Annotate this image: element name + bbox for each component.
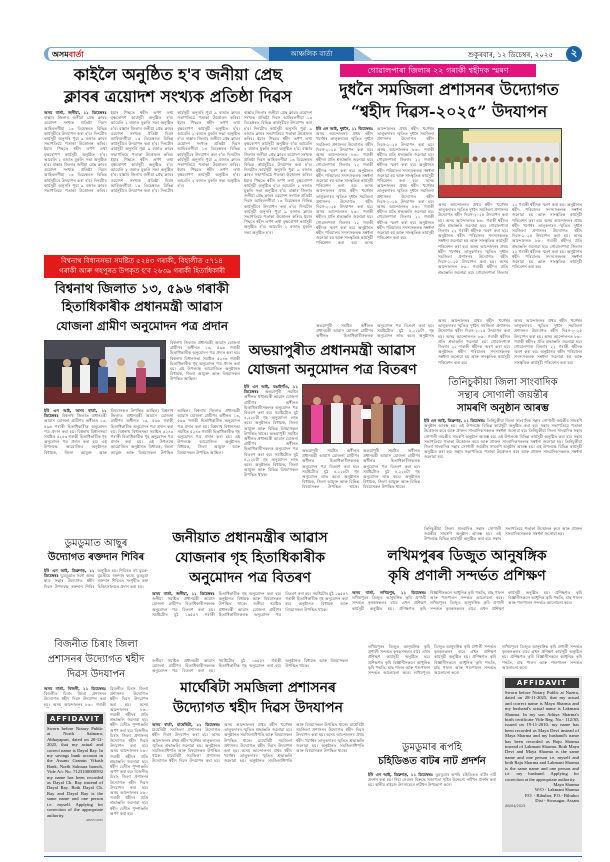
article-body-press-club	[44, 110, 240, 252]
dateline-dudhnoi: ইউ এন আই, দুধনৈ, ১১ ডিচেম্বৰঃ	[316, 126, 373, 131]
article-body-margherita	[152, 722, 364, 852]
body-right-col: অসম আন্দোলনৰ প্ৰথম শ্বহীদ খৰ্গেশ্বৰ তালুকদাৰৰ স্মৃতিত দুধনৈ সমজিলা প্ৰশাসনৰ উদ্যোগত শ্বহীদ দিৱস-২০২৫ উদযাপন কৰা হয়। অসম আন্দোলনত ৮৬০ গৰাকী শ্বহীদৰ প্ৰতি শ্ৰদ্ধাঞ্জলি জনোৱা হয়। গোৱালপাৰা জিলাৰ ২২ গৰাকী শ্বহীদক স্মৰণ কৰা হয়। অনুষ্ঠানত শ্বহীদ পৰিয়ালৰ সদস্যসকলক সম্বৰ্ধনা জনোৱা হয় আৰু সাংস্কৃতিক কাৰ্যসূচী পৰিবেশন কৰা হয়।	[514, 318, 582, 365]
affidavit-title: AFFIDAVIT	[505, 678, 579, 688]
body-press-club: বাক্সাৰ জিলাৰ জনীয়া প্ৰেছ ক্লাবৰ ত্ৰয়োদশ সংখ্যক প্ৰতিষ্ঠা দিৱস আহিবলগীয়া ১৩ ডিচেম্বৰত বিভিন্ন কাৰ্যসূচীৰে উদযাপন কৰা হ'ব। দিনটোৰ কাৰ্যসূচী অনুসৰি পুৱা ৯ বজাত ক্লাবৰ সভাপতিয়ে পতাকা উত্তোলন কৰিব। ইয়াৰ পিছতে শ্বহীদ তৰ্পণ তথা বৃক্ষৰোপণ কাৰ্যসূচী অনুষ্ঠিত হ'ব। আবেলি ২ বজাত মুকলি সভা অনুষ্ঠিত হ'ব।	[44, 115, 107, 168]
body-bijni-2: বিজনীত চিৰাং জিলা প্ৰশাসনৰ উদ্যোগত শ্বহীদ দিৱস উদযাপন কৰা হয়। অসম আন্দোলনৰ ৮৬০ গৰাকী শ্বহীদৰ প্ৰতি শ্ৰদ্ধাঞ্জলি জনোৱা হয়। শ্বহীদ বেদীত পুষ্পাঞ্জলি অৰ্পণ কৰা হয়।	[110, 686, 148, 733]
headline-dudhnoi-2: “শ্বহীদ দিৱস-২০২৫” উদযাপন	[350, 102, 548, 121]
article-body-lakhimpur-3	[502, 644, 582, 672]
article-body-dudhnoi-left	[316, 126, 434, 320]
body-janiya-2: জনীয়া সমষ্টিত প্ৰধানমন্ত্ৰী আৱাস যোজনা গ্ৰামীণৰ হিতাধিকাৰীসকলক অনুমোদন পত্ৰ বিতৰণ কৰা হয়। সমষ্টিটোৰ মুঠ ১৬৫৫৭ গৰাকী হিতাধিকাৰীক গৃহ অনুমোদন কৰা হয়। অনুষ্ঠানত বিধায়ক আৰু বিষয়াসকল উপস্থিত থাকে।	[218, 591, 348, 617]
headline-janiya-1: জনীয়াত প্ৰধানমন্ত্ৰীৰ আৱাস	[172, 530, 328, 546]
headline-margherita-1: মাৰ্ঘেৰিটা সমজিলা প্ৰশাসনৰ	[180, 680, 336, 696]
body-bijni-3: বিজনীত চিৰাং জিলা প্ৰশাসনৰ উদ্যোগত শ্বহীদ দিৱস উদযাপন কৰা হয়। অসম আন্দোলনৰ ৮৬০ গৰাকী শ্বহীদৰ প্ৰতি শ্ৰদ্ধাঞ্জলি জনোৱা হয়। শ্বহীদ বেদীত পুষ্পাঞ্জলি অৰ্পণ কৰা হয়।	[110, 727, 148, 775]
body-lakhimpur-4: লখিমপুৰৰ ডিজুত আনুষঙ্গিক কৃষি প্ৰণালী সন্দৰ্ভত কৃষকসকলৰ বাবে এখন প্ৰশিক্ষণ কাৰ্যসূচী অনুষ্ঠিত হয়। প্ৰশিক্ষণত কৃষি বিজ্ঞানীসকলে আধুনিক কৃষি পদ্ধতি, মাছ পালন আৰু পশুপালন সন্দৰ্ভত আলোচনা কৰে।	[413, 644, 496, 676]
dateline-doomdooma-drama: ইউ এন আই, ডিব্ৰুগড়, ১১ ডিচেম্বৰঃ	[368, 772, 436, 777]
affidavit-ad-1	[44, 712, 106, 852]
dateline-bijni: অসম বাৰ্তা, বিজনী, ১১ ডিচেম্বৰঃ	[44, 686, 106, 691]
body-press-club-filler3: বাক্সাৰ জিলাৰ জনীয়া প্ৰেছ ক্লাবৰ ত্ৰয়োদশ সংখ্যক প্ৰতিষ্ঠা দিৱস আহিবলগীয়া ১৩ ডিচেম্বৰত বিভিন্ন কাৰ্যসূচীৰে উদযাপন কৰা হ'ব। দিনটোৰ কাৰ্যসূচী অনুসৰি পুৱা ৯ বজাত ক্লাবৰ সভাপতিয়ে পতাকা উত্তোলন কৰিব। ইয়াৰ পিছতে শ্বহীদ তৰ্পণ তথা বৃক্ষৰোপণ কাৰ্যসূচী অনুষ্ঠিত হ'ব। আবেলি ২ বজাত মুকলি সভা অনুষ্ঠিত হ'ব।	[110, 110, 240, 194]
article-body-janiya	[152, 591, 348, 655]
banner-bishwanath	[44, 255, 240, 278]
affidavit-code: AB/05/2025	[85, 817, 103, 822]
body-dudhnoi-2: অসম আন্দোলনৰ প্ৰথম শ্বহীদ খৰ্গেশ্বৰ তালুকদাৰৰ স্মৃতিত দুধনৈ সমজিলা প্ৰশাসনৰ উদ্যোগত শ্বহীদ দিৱস-২০২৫ উদযাপন কৰা হয়। অসম আন্দোলনত ৮৬০ গৰাকী শ্বহীদৰ প্ৰতি শ্ৰদ্ধাঞ্জলি জনোৱা হয়। গোৱালপাৰা জিলাৰ ২২ গৰাকী শ্বহীদক স্মৰণ কৰা হয়। অনুষ্ঠানত শ্বহীদ পৰিয়ালৰ সদস্যসকলক সম্বৰ্ধনা জনোৱা হয় আৰু সাংস্কৃতিক কাৰ্যসূচী পৰিবেশন কৰা হয়।	[316, 183, 374, 246]
logo-part2: বাৰ্তা	[68, 49, 84, 59]
headline-press-club-2: ক্লাবৰ ত্ৰয়োদশ সংখ্যক প্ৰতিষ্ঠা দিৱস	[64, 87, 292, 106]
body-dudhnoi-4: অসম আন্দোলনৰ প্ৰথম শ্বহীদ খৰ্গেশ্বৰ তালুকদাৰৰ স্মৃতিত দুধনৈ সমজিলা প্ৰশাসনৰ উদ্যোগত শ্বহীদ দিৱস-২০২৫ উদযাপন কৰা হয়। অসম আন্দোলনত ৮৬০ গৰাকী শ্বহীদৰ প্ৰতি শ্ৰদ্ধাঞ্জলি জনোৱা হয়। গোৱালপাৰা জিলাৰ ২২ গৰাকী শ্বহীদক স্মৰণ কৰা হয়। অনুষ্ঠানত শ্বহীদ পৰিয়ালৰ সদস্যসকলক সম্বৰ্ধনা জনোৱা হয় আৰু সাংস্কৃতিক কাৰ্যসূচী পৰিবেশন কৰা হয়।	[377, 178, 434, 241]
affidavit-signature-4: Dist - Sivasagar, Assam	[535, 798, 579, 804]
dateline-doomdooma-blood: ইউ এন আই, ডিব্ৰুগড়, ১১ ডিচেম্বৰঃ	[44, 568, 95, 579]
body-bishwanath: বিশ্বনাথ জিলাত প্ৰধানমন্ত্ৰী আৱাস যোজনা গ্ৰামীণৰ অধীনত ১৩, ৫৯৬ গৰাকী হিতাধিকাৰীক অনুমোদন পত্ৰ প্ৰদান কৰা হয়। বিশ্বনাথ বিধানসভা সমষ্টিত ৫২৪৩ গৰাকী হিতাধিকাৰীক গৃহ অনুমোদন পত্ৰ প্ৰদান কৰা হয়। এই উপলক্ষে আয়োজিত অনুষ্ঠানত বিধায়ক, জিলা আয়ুক্ত আৰু বিষয়াসকল উপস্থিত আছিল।	[44, 408, 162, 455]
dateline-abhayapuri: ইউ এন আই, বঙাইগাঁও, ১১ ডিচেম্বৰঃ	[244, 384, 298, 395]
body-janiya-3: জনীয়া সমষ্টিত প্ৰধানমন্ত্ৰী আৱাস যোজনা গ্ৰামীণৰ হিতাধিকাৰীসকলক অনুমোদন পত্ৰ বিতৰণ কৰা হয়। সমষ্টিটোৰ মুঠ ১৬৫৫৭ গৰাকী হিতাধিকাৰীক গৃহ অনুমোদন কৰা হয়। অনুষ্ঠানত বিধায়ক আৰু বিষয়াসকল উপস্থিত থাকে।	[152, 658, 348, 674]
header-divider-right	[354, 47, 374, 61]
affidavit-title: AFFIDAVIT	[47, 714, 103, 724]
page-number-badge: ২	[566, 46, 582, 62]
logo-part1: অসম	[52, 49, 69, 59]
headline-tinsukia-3: সামৰণি অনুষ্ঠান আৰম্ভ	[457, 403, 549, 414]
headline-lakhimpur-2: কৃষি প্ৰণালী সন্দৰ্ভত প্ৰশিক্ষণ	[388, 568, 546, 584]
body-bijni-4: বিজনীত চিৰাং জিলা প্ৰশাসনৰ উদ্যোগত শ্বহীদ দিৱস উদযাপন কৰা হয়। অসম আন্দোলনৰ ৮৬০ গৰাকী শ্বহীদৰ প্ৰতি শ্ৰদ্ধাঞ্জলি জনোৱা হয়। শ্বহীদ বেদীত পুষ্পাঞ্জলি অৰ্পণ কৰা হয়।	[110, 769, 148, 816]
body-dudhnoi-3: অসম আন্দোলনৰ প্ৰথম শ্বহীদ খৰ্গেশ্বৰ তালুকদাৰৰ স্মৃতিত দুধনৈ সমজিলা প্ৰশাসনৰ উদ্যোগত শ্বহীদ দিৱস-২০২৫ উদযাপন কৰা হয়। অসম আন্দোলনত ৮৬০ গৰাকী শ্বহীদৰ প্ৰতি শ্ৰদ্ধাঞ্জলি জনোৱা হয়। গোৱালপাৰা জিলাৰ ২২ গৰাকী শ্বহীদক স্মৰণ কৰা হয়। অনুষ্ঠানত শ্বহীদ পৰিয়ালৰ সদস্যসকলক সম্বৰ্ধনা জনোৱা হয় আৰু সাংস্কৃতিক কাৰ্যসূচী পৰিবেশন কৰা হয়।	[364, 126, 434, 246]
body-tinsukia: তিনিচুকীয়া জিলা সাংবাদিক সন্থাৰ সোণালী জয়ন্তীৰ সামৰণি অনুষ্ঠান আৰম্ভ হয়। এই উপলক্ষে বিভিন্ন কাৰ্যসূচী অনুষ্ঠিত কৰা হয়। সন্থাৰ সভাপতিয়ে পতাকা উত্তোলন কৰে আৰু প্ৰাক্তন সাংবাদিকসকলক সম্বৰ্ধনা জনোৱা হয়।	[424, 418, 582, 434]
body-continuation: বাক্সাৰ জিলাৰ জনীয়া প্ৰেছ ক্লাবৰ ত্ৰয়োদশ সংখ্যক প্ৰতিষ্ঠা দিৱস আহিবলগীয়া ১৩ ডিচেম্বৰত বিভিন্ন কাৰ্যসূচীৰে উদযাপন কৰা হ'ব। দিনটোৰ কাৰ্যসূচী অনুসৰি পুৱা ৯ বজাত ক্লাবৰ সভাপতিয়ে পতাকা উত্তোলন কৰিব। ইয়াৰ পিছতে শ্বহীদ তৰ্পণ তথা বৃক্ষৰোপণ কাৰ্যসূচী অনুষ্ঠিত হ'ব। আবেলি ২ বজাত মুকলি সভা অনুষ্ঠিত হ'ব।	[244, 110, 312, 152]
article-body-continuation	[244, 110, 312, 320]
article-body-abhayapuri	[244, 384, 298, 524]
body-bishwanath-a: বিশ্বনাথ জিলাত প্ৰধানমন্ত্ৰী আৱাস যোজনা গ্ৰামীণৰ অধীনত ১৩, ৫৯৬ গৰাকী হিতাধিকাৰীক অনুমোদন পত্ৰ প্ৰদান কৰা হয়। বিশ্বনাথ বিধানসভা সমষ্টিত ৫২৪৩ গৰাকী হিতাধিকাৰীক গৃহ অনুমোদন পত্ৰ প্ৰদান কৰা হয়। এই উপলক্ষে আয়োজিত অনুষ্ঠানত বিধায়ক, জিলা আয়ুক্ত আৰু বিষয়াসকল উপস্থিত আছিল।	[170, 340, 240, 382]
article-body-lakhimpur	[352, 590, 582, 640]
dateline-margherita: অসম বাৰ্তা, মাৰ্ঘেৰিটা, ১১ ডিচেম্বৰঃ	[152, 722, 220, 727]
photo-abhayapuri-ceremony	[302, 384, 420, 444]
masthead-logo	[52, 49, 84, 62]
article-body-bishwanath	[44, 408, 240, 524]
headline-doomdooma-drama-1: ডুমডুমাৰ ৰূপহি	[402, 742, 462, 753]
page-header	[44, 47, 582, 61]
banner-bishwanath-line2: গৰাকী আৰু গহপুৰত উপকৃত হ'ব ২৬৩৯ গৰাকী হিতাধিকাৰী	[59, 267, 225, 275]
headline-janiya-2: যোজনাৰ গৃহ হিতাধিকাৰীক	[174, 550, 326, 566]
affidavit-body: Sworn before Notary Public at Nazira, dated on 28-11-2025, that my actual and correct name is Maya Sharma and my husband's actual name is Lakmani Sharma. In my son Aditya Sharma's birth certificate Vide Reg. No.- 112/30, issued on 19-11-2010, my name has been recorded as Maya Devi instead of Maya Sharma and my husband's name has been recorded as Raju Sharma instead of Lakmani Sharma. Both Maya Devi and Maya Sharma is the same name and one person i.e. myself and both Raju Sharma and Lakmani Sharma is the same name and one person and i.e. my husband. Applying for correction at the appropriate authority.	[505, 690, 579, 782]
issue-date: শুকুৰবাৰ, ১২ ডিচেম্বৰ, ২০২৫	[468, 51, 553, 59]
headline-bijni-2: প্ৰশাসনৰ উদ্যোগত শ্বহীদ	[47, 654, 145, 665]
article-body-abhayapuri-top	[316, 323, 434, 339]
headline-doomdooma-blood-1: ডুমডুমাত আছুৰ	[64, 538, 128, 549]
body-lakhimpur-2: লখিমপুৰৰ ডিজুত আনুষঙ্গিক কৃষি প্ৰণালী সন্দৰ্ভত কৃষকসকলৰ বাবে এখন প্ৰশিক্ষণ কাৰ্যসূচী অনুষ্ঠিত হয়। প্ৰশিক্ষণত কৃষি বিজ্ঞানীসকলে আধুনিক কৃষি পদ্ধতি, মাছ পালন আৰু পশুপালন সন্দৰ্ভত আলোচনা কৰে।	[430, 590, 582, 611]
body-dudhnoi-r1: অসম আন্দোলনৰ প্ৰথম শ্বহীদ খৰ্গেশ্বৰ তালুকদাৰৰ স্মৃতিত দুধনৈ সমজিলা প্ৰশাসনৰ উদ্যোগত শ্বহীদ দিৱস-২০২৫ উদযাপন কৰা হয়। অসম আন্দোলনত ৮৬০ গৰাকী শ্বহীদৰ প্ৰতি শ্ৰদ্ধাঞ্জলি জনোৱা হয়। গোৱালপাৰা জিলাৰ ২২ গৰাকী শ্বহীদক স্মৰণ কৰা হয়। অনুষ্ঠানত শ্বহীদ পৰিয়ালৰ সদস্যসকলক সম্বৰ্ধনা জনোৱা হয় আৰু সাংস্কৃতিক কাৰ্যসূচী পৰিবেশন কৰা হয়।	[438, 202, 508, 249]
headline-tinsukia-2: সন্থাৰ সোণালী জয়ন্তীৰ	[457, 390, 549, 401]
body-tinsukia-cont: তিনিচুকীয়া জিলা সাংবাদিক সন্থাৰ সোণালী জয়ন্তীৰ সামৰণি অনুষ্ঠান আৰম্ভ হয়। এই উপলক্ষে বিভিন্ন কাৰ্যসূচী অনুষ্ঠিত কৰা হয়। সন্থাৰ সভাপতিয়ে পতাকা উত্তোলন কৰে আৰু প্ৰাক্তন সাংবাদিকসকলক সম্বৰ্ধনা জনোৱা হয়।	[424, 526, 582, 542]
affidavit-signature-1: Maya Sharma	[553, 781, 579, 787]
body-press-club-filler2: বাক্সাৰ জিলাৰ জনীয়া প্ৰেছ ক্লাবৰ ত্ৰয়োদশ সংখ্যক প্ৰতিষ্ঠা দিৱস আহিবলগীয়া ১৩ ডিচেম্বৰত বিভিন্ন কাৰ্যসূচীৰে উদযাপন কৰা হ'ব। দিনটোৰ কাৰ্যসূচী অনুসৰি পুৱা ৯ বজাত ক্লাবৰ সভাপতিয়ে পতাকা উত্তোলন কৰিব। ইয়াৰ পিছতে শ্বহীদ তৰ্পণ তথা বৃক্ষৰোপণ কাৰ্যসূচী অনুষ্ঠিত হ'ব। আবেলি ২ বজাত মুকলি সভা অনুষ্ঠিত হ'ব।	[110, 125, 174, 178]
headline-bishwanath-3: যোজনা গ্ৰামীণ অনুমোদন পত্ৰ প্ৰদান	[55, 319, 229, 333]
body-abhayapuri-top: অভয়াপুৰী সমষ্টিৰ অধীনত প্ৰধানমন্ত্ৰী আৱাস যোজনা গ্ৰামীণৰ অধীনত হিতাধিকাৰীসকলক অনুমোদন পত্ৰ বিতৰণ কৰা হয়। সমষ্টিটোত মুঠ ৪,২২৮টা গৃহ অনুমোদন লাভ কৰে। অনুষ্ঠানত	[316, 323, 434, 339]
body-bijni: বিজনীত চিৰাং জিলা প্ৰশাসনৰ উদ্যোগত শ্বহীদ দিৱস উদযাপন কৰা হয়। অসম আন্দোলনৰ ৮৬০ গৰাকী	[44, 691, 106, 707]
header-left-band	[44, 47, 269, 61]
body-margherita: মাৰ্ঘেৰিটা সমজিলা প্ৰশাসনৰ উদ্যোগত শ্বহীদ দিৱস উদযাপন কৰা হয়। অসম আন্দোলনৰ প্ৰথম শ্বহীদ খৰ্গেশ্বৰ তালুকদাৰৰ স্মৃতিত শ্ৰদ্ধাঞ্জলি জনোৱা হয়। অনুষ্ঠানত সমজিলাধিপতি আৰু বিষয়াসকল উপস্থিত থাকে।	[152, 727, 220, 759]
dateline-lakhimpur: অসম বাৰ্তা, লখিমপুৰ, ১১ ডিচেম্বৰঃ	[352, 590, 426, 595]
body-continuation-2: বাক্সাৰ জিলাৰ জনীয়া প্ৰেছ ক্লাবৰ ত্ৰয়োদশ সংখ্যক প্ৰতিষ্ঠা দিৱস আহিবলগীয়া ১৩ ডিচেম্বৰত বিভিন্ন কাৰ্যসূচীৰে উদযাপন কৰা হ'ব। দিনটোৰ কাৰ্যসূচী অনুসৰি পুৱা ৯ বজাত ক্লাবৰ সভাপতিয়ে পতাকা উত্তোলন কৰিব। ইয়াৰ পিছতে শ্বহীদ তৰ্পণ তথা বৃক্ষৰোপণ কাৰ্যসূচী অনুষ্ঠিত হ'ব। আবেলি ২ বজাত মুকলি সভা অনুষ্ঠিত হ'ব।	[244, 146, 312, 194]
headline-doomdooma-drama-2: চহিডিঙত বাটৰ নাট প্ৰদৰ্শন	[378, 756, 486, 767]
body-lakhimpur: লখিমপুৰৰ ডিজুত আনুষঙ্গিক কৃষি প্ৰণালী সন্দৰ্ভত কৃষকসকলৰ বাবে এখন প্ৰশিক্ষণ কাৰ্যসূচী অনুষ্ঠিত হয়। প্ৰশিক্ষণত কৃষি বিজ্ঞানীসকলে আধুনিক কৃষি পদ্ধতি, মাছ পালন আৰু পশুপালন সন্দৰ্ভত আলোচনা কৰে।	[352, 590, 504, 611]
body-tinsukia-2: তিনিচুকীয়া জিলা সাংবাদিক সন্থাৰ সোণালী জয়ন্তীৰ সামৰণি অনুষ্ঠান আৰম্ভ হয়। এই উপলক্ষে বিভিন্ন কাৰ্যসূচী অনুষ্ঠিত কৰা হয়। সন্থাৰ সভাপতিয়ে পতাকা উত্তোলন কৰে আৰু প্ৰাক্তন সাংবাদিকসকলক সম্বৰ্ধনা জনোৱা হয়।	[424, 428, 582, 444]
photo-illustration	[303, 385, 420, 444]
body-abhayapuri: অভয়াপুৰী সমষ্টিৰ অধীনত প্ৰধানমন্ত্ৰী আৱাস যোজনা গ্ৰামীণৰ অধীনত হিতাধিকাৰীসকলক অনুমোদন পত্ৰ বিতৰণ কৰা হয়। সমষ্টিটোত মুঠ ৪,২২৮টা গৃহ অনুমোদন লাভ কৰে। অনুষ্ঠানত বিধায়ক, জিলা আয়ুক্ত আৰু বিভিন্ন বিষয়াসকল উপস্থিত থাকে।	[244, 389, 298, 436]
body-dudhnoi-bottom: অসম আন্দোলনৰ প্ৰথম শ্বহীদ খৰ্গেশ্বৰ তালুকদাৰৰ স্মৃতিত দুধনৈ সমজিলা প্ৰশাসনৰ উদ্যোগত শ্বহীদ দিৱস-২০২৫ উদযাপন কৰা হয়। অসম আন্দোলনত ৮৬০ গৰাকী শ্বহীদৰ প্ৰতি শ্ৰদ্ধাঞ্জলি জনোৱা হয়। গোৱালপাৰা জিলাৰ ২২ গৰাকী শ্বহীদক স্মৰণ কৰা হয়। অনুষ্ঠানত শ্বহীদ পৰিয়ালৰ সদস্যসকলক সম্বৰ্ধনা জনোৱা হয় আৰু সাংস্কৃতিক কাৰ্যসূচী পৰিবেশন কৰা হয়।	[438, 318, 510, 365]
photo-illustration	[45, 341, 166, 404]
photo-dudhnoi-shahid-diwas	[438, 128, 562, 198]
headline-bijni-1: বিজনীত চিৰাং জিলা	[54, 639, 138, 650]
headline-doomdooma-blood-2: উদ্যোগত ৰক্তদান শিবিৰ	[47, 552, 145, 563]
headline-abhayapuri-2: যোজনা অনুমোদন পত্ৰ বিতৰণ	[247, 362, 417, 378]
article-body-doomdooma-drama	[368, 772, 496, 824]
kicker-goalpara: গোৱালপাৰা জিলাৰ ২২ গৰাকী শ্বহীদক স্মৰণ	[340, 64, 536, 77]
headline-press-club-1: কাইলৈ অনুষ্ঠিত হ'ব জনীয়া প্ৰেছ	[73, 65, 283, 84]
affidavit-ad-2	[502, 676, 582, 852]
photo-illustration	[439, 129, 562, 198]
headline-bishwanath-1: বিশ্বনাথ জিলাত ১৩, ৫৯৬ গৰাকী	[54, 282, 230, 297]
body-abhayapuri-3: অভয়াপুৰী সমষ্টিৰ অধীনত প্ৰধানমন্ত্ৰী আৱাস যোজনা গ্ৰামীণৰ অধীনত হিতাধিকাৰীসকলক অনুমোদন পত্ৰ বিতৰণ কৰা হয়। সমষ্টিটোত মুঠ ৪,২২৮টা গৃহ অনুমোদন লাভ কৰে। অনুষ্ঠানত বিধায়ক, জিলা আয়ুক্ত আৰু বিভিন্ন বিষয়াসকল উপস্থিত থাকে।	[302, 448, 359, 490]
article-body-janiya-bottom	[152, 658, 348, 674]
body-press-club-filler4: বাক্সাৰ জিলাৰ জনীয়া প্ৰেছ ক্লাবৰ ত্ৰয়োদশ সংখ্যক প্ৰতিষ্ঠা দিৱস আহিবলগীয়া ১৩ ডিচেম্বৰত বিভিন্ন কাৰ্যসূচীৰে উদযাপন কৰা হ'ব। দিনটোৰ কাৰ্যসূচী অনুসৰি পুৱা ৯ বজাত ক্লাবৰ সভাপতিয়ে পতাকা উত্তোলন কৰিব। ইয়াৰ পিছতে শ্বহীদ তৰ্পণ তথা বৃক্ষৰোপণ কাৰ্যসূচী অনুষ্ঠিত হ'ব। আবেলি ২ বজাত মুকলি সভা অনুষ্ঠিত হ'ব।	[177, 136, 240, 188]
body-doomdooma-blood: ডুমডুমাত সদৌ অসম ছাত্ৰ সন্থাৰ উদ্যোগত শ্বহীদ দিৱস উপলক্ষে ৰক্তদান শিবিৰ অনুষ্ঠিত হয়। শিবিৰত বহু যুৱক-যুৱতীয়ে ৰক্তদান কৰে। ডুমডুমা ৰক্তদান শিবিৰত সংগৃহীত ৰক্ত চিকিৎসালয়ত প্ৰদান কৰা হয়।	[44, 568, 148, 589]
article-body-doomdooma-blood	[44, 568, 148, 630]
dateline-janiya: অসম বাৰ্তা, জনীয়া, ১১ ডিচেম্বৰঃ	[152, 591, 215, 596]
body-continuation-3: বাক্সাৰ জিলাৰ জনীয়া প্ৰেছ ক্লাবৰ ত্ৰয়োদশ সংখ্যক প্ৰতিষ্ঠা দিৱস আহিবলগীয়া ১৩ ডিচেম্বৰত বিভিন্ন কাৰ্যসূচীৰে উদযাপন কৰা হ'ব। দিনটোৰ কাৰ্যসূচী অনুসৰি পুৱা ৯ বজাত ক্লাবৰ সভাপতিয়ে পতাকা উত্তোলন কৰিব। ইয়াৰ পিছতে শ্বহীদ তৰ্পণ তথা বৃক্ষৰোপণ কাৰ্যসূচী অনুষ্ঠিত হ'ব। আবেলি ২ বজাত মুকলি সভা অনুষ্ঠিত হ'ব।	[244, 188, 312, 235]
headline-janiya-3: অনুমোদন পত্ৰ বিতৰণ	[189, 570, 311, 586]
headline-tinsukia-1: তিনিচুকীয়া জিলা সাংবাদিক	[448, 377, 558, 388]
affidavit-code: AB/04/2025	[505, 803, 526, 808]
body-abhayapuri-2: অভয়াপুৰী সমষ্টিৰ অধীনত প্ৰধানমন্ত্ৰী আৱাস যোজনা গ্ৰামীণৰ অধীনত হিতাধিকাৰীসকলক অনুমোদন পত্ৰ বিতৰণ কৰা হয়। সমষ্টিটোত মুঠ ৪,২২৮টা গৃহ অনুমোদন লাভ কৰে। অনুষ্ঠানত বিধায়ক, জিলা আয়ুক্ত আৰু বিভিন্ন বিষয়াসকল উপস্থিত থাকে।	[244, 430, 298, 478]
article-body-bishwanath-right	[170, 340, 240, 404]
body-dudhnoi-r3: অসম আন্দোলনৰ প্ৰথম শ্বহীদ খৰ্গেশ্বৰ তালুকদাৰৰ স্মৃতিত দুধনৈ সমজিলা প্ৰশাসনৰ উদ্যোগত শ্বহীদ দিৱস-২০২৫ উদযাপন কৰা হয়। অসম আন্দোলনত ৮৬০ গৰাকী শ্বহীদৰ প্ৰতি শ্ৰদ্ধাঞ্জলি জনোৱা হয়। গোৱালপাৰা জিলাৰ ২২ গৰাকী শ্বহীদক স্মৰণ কৰা হয়। অনুষ্ঠানত শ্বহীদ পৰিয়ালৰ সদস্যসকলক সম্বৰ্ধনা জনোৱা হয় আৰু সাংস্কৃতিক কাৰ্যসূচী পৰিবেশন কৰা হয়।	[512, 217, 582, 270]
headline-lakhimpur-1: লখিমপুৰৰ ডিজুত আনুষঙ্গিক	[387, 548, 547, 564]
body-lakhimpur-3: লখিমপুৰৰ ডিজুত আনুষঙ্গিক কৃষি প্ৰণালী সন্দৰ্ভত কৃষকসকলৰ বাবে এখন প্ৰশিক্ষণ কাৰ্যসূচী অনুষ্ঠিত হয়। প্ৰশিক্ষণত কৃষি বিজ্ঞানীসকলে আধুনিক কৃষি পদ্ধতি, মাছ পালন আৰু পশুপালন সন্দৰ্ভত আলোচনা কৰে।	[368, 644, 430, 676]
body-margherita-2: মাৰ্ঘেৰিটা সমজিলা প্ৰশাসনৰ উদ্যোগত শ্বহীদ দিৱস উদযাপন কৰা হয়। অসম আন্দোলনৰ প্ৰথম শ্বহীদ খৰ্গেশ্বৰ তালুকদাৰৰ স্মৃতিত শ্ৰদ্ধাঞ্জলি জনোৱা হয়। অনুষ্ঠানত সমজিলাধিপতি আৰু বিষয়াসকল উপস্থিত থাকে।	[152, 722, 292, 764]
affidavit-signature-2: W/O - Lakmani Sharma	[534, 787, 579, 793]
body-abhayapuri-4: অভয়াপুৰী সমষ্টিৰ অধীনত প্ৰধানমন্ত্ৰী আৱাস যোজনা গ্ৰামীণৰ অধীনত হিতাধিকাৰীসকলক অনুমোদন পত্ৰ বিতৰণ কৰা হয়। সমষ্টিটোত মুঠ ৪,২২৮টা গৃহ অনুমোদন লাভ কৰে। অনুষ্ঠানত বিধায়ক, জিলা আয়ুক্ত আৰু বিভিন্ন বিষয়াসকল উপস্থিত থাকে।	[363, 448, 420, 490]
article-body-dudhnoi-right	[438, 202, 582, 314]
dateline-press-club: অসম বাৰ্তা, জনীয়া, ১১ ডিচেম্বৰঃ	[44, 110, 107, 115]
body-margherita-3: মাৰ্ঘেৰিটা সমজিলা প্ৰশাসনৰ উদ্যোগত শ্বহীদ দিৱস উদযাপন কৰা হয়। অসম আন্দোলনৰ প্ৰথম শ্বহীদ খৰ্গেশ্বৰ তালুকদাৰৰ স্মৃতিত শ্ৰদ্ধাঞ্জলি জনোৱা হয়। অনুষ্ঠানত সমজিলাধিপতি আৰু বিষয়াসকল উপস্থিত থাকে।	[224, 722, 350, 764]
affidavit-signature-3: P.O. - Bihubor, P.O.- Bihubor	[524, 792, 579, 798]
article-body-tinsukia-continued	[424, 526, 582, 542]
banner-bishwanath-line1: বিশ্বনাথ বিধানসভা সমষ্টিত ৫২৪৩ গৰাকী, বিহালীত ৫৭১৪	[61, 257, 223, 265]
body-dudhnoi: অসম আন্দোলনৰ প্ৰথম শ্বহীদ খৰ্গেশ্বৰ তালুকদাৰৰ স্মৃতিত দুধনৈ সমজিলা প্ৰশাসনৰ উদ্যোগত শ্বহীদ দিৱস-২০২৫ উদযাপন কৰা হয়। অসম আন্দোলনত ৮৬০ গৰাকী শ্বহীদৰ প্ৰতি শ্ৰদ্ধাঞ্জলি জনোৱা হয়। গোৱালপাৰা জিলাৰ ২২ গৰাকী শ্বহীদক স্মৰণ কৰা হয়। অনুষ্ঠানত শ্বহীদ পৰিয়ালৰ সদস্যসকলক সম্বৰ্ধনা জনোৱা হয় আৰু সাংস্কৃতিক কাৰ্যসূচী পৰিবেশন কৰা হয়।	[316, 131, 374, 189]
body-bishwanath-3: বিশ্বনাথ জিলাত প্ৰধানমন্ত্ৰী আৱাস যোজনা গ্ৰামীণৰ অধীনত ১৩, ৫৯৬ গৰাকী হিতাধিকাৰীক অনুমোদন পত্ৰ প্ৰদান কৰা হয়। বিশ্বনাথ বিধানসভা সমষ্টিত ৫২৪৩ গৰাকী হিতাধিকাৰীক গৃহ অনুমোদন পত্ৰ প্ৰদান কৰা হয়। এই উপলক্ষে আয়োজিত অনুষ্ঠানত বিধায়ক, জিলা আয়ুক্ত আৰু বিষয়াসকল উপস্থিত আছিল।	[177, 408, 240, 455]
headline-margherita-2: উদ্যোগত শ্বহীদ দিৱস উদযাপন	[172, 700, 344, 716]
affidavit-body: Sworn before Notary Public at North Salmara, Abhayapuri, dated on 20-12-2025, that my actual and correct name is Dayal Ray. In my savings bank account in the Assam Gramin Vikash Bank, North Salmara branch, Vide A/c No. 7123100000592 my name has been recorded as Dayal Ch. Ray instead of Dayal Ray. Both Dayal Ch. Ray and Dayal Ray is the same name and one person i.e. myself. Applying for correction of the appropriate authority.	[47, 726, 103, 818]
headline-abhayapuri-1: অভয়াপুৰীত প্ৰধানমন্ত্ৰী আৱাস	[248, 343, 416, 359]
dateline-bishwanath: ইউ এন আই, অসম বাৰ্তা, ১১ ডিচেম্বৰঃ	[44, 408, 107, 419]
headline-bishwanath-2: হিতাধিকাৰীক প্ৰধানমন্ত্ৰী আৱাস	[61, 300, 223, 315]
body-doomdooma-drama: ডুমডুমাৰ ৰূপহি চহিডিঙত বাটৰ নাট প্ৰদৰ্শন কৰা হয়। নিচা সেৱনৰ বিৰুদ্ধে সজাগতা সৃষ্টিৰ উদ্দেশ্যে নাটখন প্ৰদৰ্শন কৰা হয়। স্থানীয় ৰাইজে উৎসাহেৰে নাটখন উপভোগ কৰে।	[368, 772, 496, 788]
body-margherita-4: মাৰ্ঘেৰিটা সমজিলা প্ৰশাসনৰ উদ্যোগত শ্বহীদ দিৱস উদযাপন কৰা হয়। অসম আন্দোলনৰ প্ৰথম শ্বহীদ খৰ্গেশ্বৰ তালুকদাৰৰ স্মৃতিত শ্ৰদ্ধাঞ্জলি জনোৱা হয়। অনুষ্ঠানত সমজিলাধিপতি আৰু বিষয়াসকল উপস্থিত থাকে।	[296, 722, 364, 754]
bottom-rule	[44, 856, 582, 857]
body-tinsukia-3: তিনিচুকীয়া জিলা সাংবাদিক সন্থাৰ সোণালী জয়ন্তীৰ সামৰণি অনুষ্ঠান আৰম্ভ হয়। এই উপলক্ষে বিভিন্ন কাৰ্যসূচী অনুষ্ঠিত কৰা হয়। সন্থাৰ সভাপতিয়ে পতাকা উত্তোলন কৰে আৰু প্ৰাক্তন সাংবাদিকসকলক সম্বৰ্ধনা জনোৱা হয়।	[424, 438, 582, 460]
article-body-bijni-2	[110, 686, 148, 852]
article-body-tinsukia	[424, 418, 582, 522]
article-body-lakhimpur-2	[368, 644, 496, 736]
photo-bishwanath-ceremony	[44, 340, 166, 404]
article-body-abhayapuri-2	[302, 448, 420, 524]
article-body-right-column	[514, 318, 582, 372]
body-press-club-filler: বাক্সাৰ জিলাৰ জনীয়া প্ৰেছ ক্লাবৰ ত্ৰয়োদশ সংখ্যক প্ৰতিষ্ঠা দিৱস আহিবলগীয়া ১৩ ডিচেম্বৰত বিভিন্ন কাৰ্যসূচীৰে উদযাপন কৰা হ'ব। দিনটোৰ কাৰ্যসূচী অনুসৰি পুৱা ৯ বজাত ক্লাবৰ সভাপতিয়ে পতাকা উত্তোলন কৰিব। ইয়াৰ পিছতে শ্বহীদ তৰ্পণ তথা বৃক্ষৰোপণ কাৰ্যসূচী অনুষ্ঠিত হ'ব। আবেলি ২ বজাত মুকলি সভা অনুষ্ঠিত হ'ব।	[44, 110, 174, 194]
article-body-bijni	[44, 686, 106, 708]
headline-bijni-3: দিৱস উদযাপন	[66, 669, 126, 680]
body-janiya: জনীয়া সমষ্টিত প্ৰধানমন্ত্ৰী আৱাস যোজনা গ্ৰামীণৰ হিতাধিকাৰীসকলক অনুমোদন পত্ৰ বিতৰণ কৰা হয়। সমষ্টিটোৰ মুঠ ১৬৫৫৭ গৰাকী হিতাধিকাৰীক গৃহ অনুমোদন কৰা হয়। অনুষ্ঠানত বিধায়ক আৰু বিষয়াসকল উপস্থিত থাকে।	[152, 591, 282, 617]
header-divider-left	[249, 47, 269, 61]
article-body-dudhnoi-bottom	[438, 318, 510, 372]
dateline-tinsukia: ইউ এন আই, ডিব্ৰুগড়, ১১ ডিচেম্বৰঃ	[424, 418, 487, 423]
article-body-janiya-top	[152, 526, 153, 527]
header-right-band	[354, 47, 572, 61]
body-dudhnoi-r2: অসম আন্দোলনৰ প্ৰথম শ্বহীদ খৰ্গেশ্বৰ তালুকদাৰৰ স্মৃতিত দুধনৈ সমজিলা প্ৰশাসনৰ উদ্যোগত শ্বহীদ দিৱস-২০২৫ উদযাপন কৰা হয়। অসম আন্দোলনত ৮৬০ গৰাকী শ্বহীদৰ প্ৰতি শ্ৰদ্ধাঞ্জলি জনোৱা হয়। গোৱালপাৰা জিলাৰ ২২ গৰাকী শ্বহীদক স্মৰণ কৰা হয়। অনুষ্ঠানত শ্বহীদ পৰিয়ালৰ সদস্যসকলক সম্বৰ্ধনা জনোৱা হয় আৰু সাংস্কৃতিক কাৰ্যসূচী পৰিবেশন কৰা হয়।	[438, 202, 582, 275]
body-lakhimpur-5: লখিমপুৰৰ ডিজুত আনুষঙ্গিক কৃষি প্ৰণালী সন্দৰ্ভত কৃষকসকলৰ বাবে এখন প্ৰশিক্ষণ কাৰ্যসূচী অনুষ্ঠিত হয়। প্ৰশিক্ষণত কৃষি বিজ্ঞানীসকলে আধুনিক কৃষি পদ্ধতি, মাছ পালন আৰু পশুপালন সন্দৰ্ভত আলোচনা কৰে।	[502, 644, 582, 670]
section-label: আঞ্চলিক বাৰ্তা	[269, 47, 354, 61]
headline-dudhnoi-1: দুধনৈ সমজিলা প্ৰশাসনৰ উদ্যোগত	[339, 80, 559, 99]
body-bishwanath-2: বিশ্বনাথ জিলাত প্ৰধানমন্ত্ৰী আৱাস যোজনা গ্ৰামীণৰ অধীনত ১৩, ৫৯৬ গৰাকী হিতাধিকাৰীক অনুমোদন পত্ৰ প্ৰদান কৰা হয়। বিশ্বনাথ বিধানসভা সমষ্টিত ৫২৪৩ গৰাকী হিতাধিকাৰীক গৃহ অনুমোদন পত্ৰ প্ৰদান কৰা হয়। এই উপলক্ষে আয়োজিত অনুষ্ঠানত বিধায়ক, জিলা আয়ুক্ত আৰু বিষয়াসকল উপস্থিত আছিল।	[110, 408, 194, 455]
